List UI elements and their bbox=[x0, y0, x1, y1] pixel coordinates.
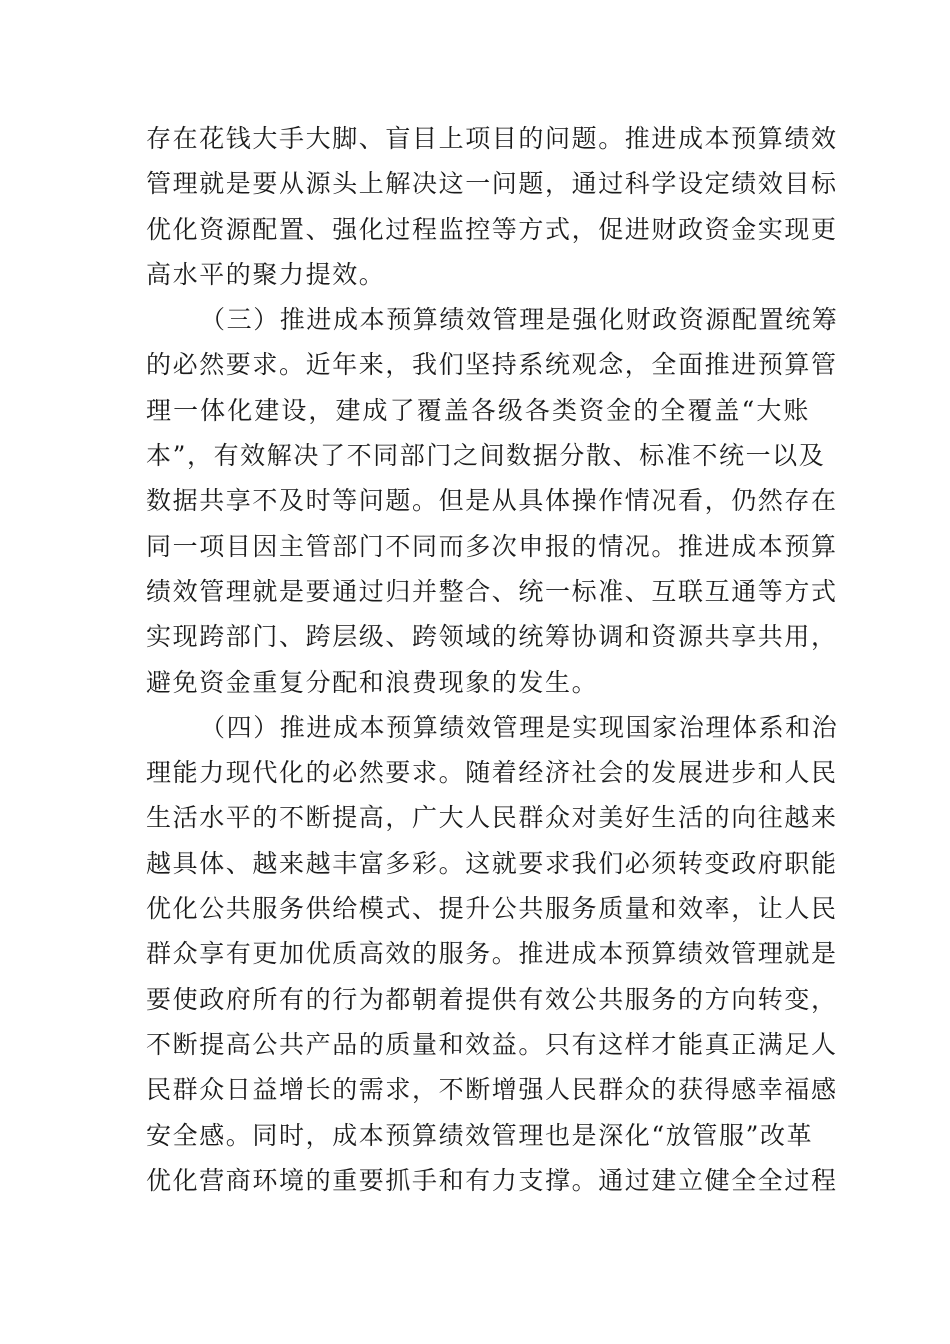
text-line: 安全感。同时，成本预算绩效管理也是深化“放管服”改革 bbox=[146, 1120, 814, 1150]
text-line: 群众享有更加优质高效的服务。推进成本预算绩效管理就是 bbox=[146, 939, 838, 969]
paragraph-three bbox=[146, 297, 839, 705]
text-line: 实现跨部门、跨层级、跨领域的统筹协调和资源共享共用， bbox=[146, 622, 838, 652]
text-line: 绩效管理就是要通过归并整合、统一标准、互联互通等方式 bbox=[146, 576, 838, 606]
text-line: 要使政府所有的行为都朝着提供有效公共服务的方向转变， bbox=[146, 984, 838, 1014]
text-line: 优化资源配置、强化过程监控等方式，促进财政资金实现更 bbox=[146, 214, 838, 244]
text-line: 优化营商环境的重要抓手和有力支撑。通过建立健全全过程 bbox=[146, 1165, 838, 1195]
text-line: 管理就是要从源头上解决这一问题，通过科学设定绩效目标 bbox=[146, 169, 838, 199]
paragraph-four bbox=[146, 705, 839, 1203]
paragraph-continued bbox=[146, 116, 838, 297]
text-line: 存在花钱大手大脚、盲目上项目的问题。推进成本预算绩效 bbox=[146, 124, 838, 153]
text-line: 避免资金重复分配和浪费现象的发生。 bbox=[146, 667, 599, 697]
document-body bbox=[146, 116, 839, 1203]
text-line: 本”，有效解决了不同部门之间数据分散、标准不统一以及 bbox=[146, 441, 826, 471]
text-line: 同一项目因主管部门不同而多次申报的情况。推进成本预算 bbox=[146, 531, 838, 561]
text-line: 生活水平的不断提高，广大人民群众对美好生活的向往越来 bbox=[146, 803, 838, 833]
paragraph-heading-line: （三）推进成本预算绩效管理是强化财政资源配置统筹 bbox=[200, 305, 839, 335]
text-line: 高水平的聚力提效。 bbox=[146, 259, 386, 289]
paragraph-heading-line: （四）推进成本预算绩效管理是实现国家治理体系和治 bbox=[200, 712, 839, 742]
text-line: 越具体、越来越丰富多彩。这就要求我们必须转变政府职能 bbox=[146, 848, 838, 878]
text-line: 优化公共服务供给模式、提升公共服务质量和效率，让人民 bbox=[146, 894, 838, 924]
text-line: 理能力现代化的必然要求。随着经济社会的发展进步和人民 bbox=[146, 758, 838, 788]
text-line: 民群众日益增长的需求，不断增强人民群众的获得感幸福感 bbox=[146, 1075, 838, 1105]
text-line: 理一体化建设，建成了覆盖各级各类资金的全覆盖“大账 bbox=[146, 395, 810, 425]
text-line: 的必然要求。近年来，我们坚持系统观念，全面推进预算管 bbox=[146, 350, 838, 380]
text-line: 不断提高公共产品的质量和效益。只有这样才能真正满足人 bbox=[146, 1029, 838, 1059]
text-line: 数据共享不及时等问题。但是从具体操作情况看，仍然存在 bbox=[146, 486, 838, 516]
